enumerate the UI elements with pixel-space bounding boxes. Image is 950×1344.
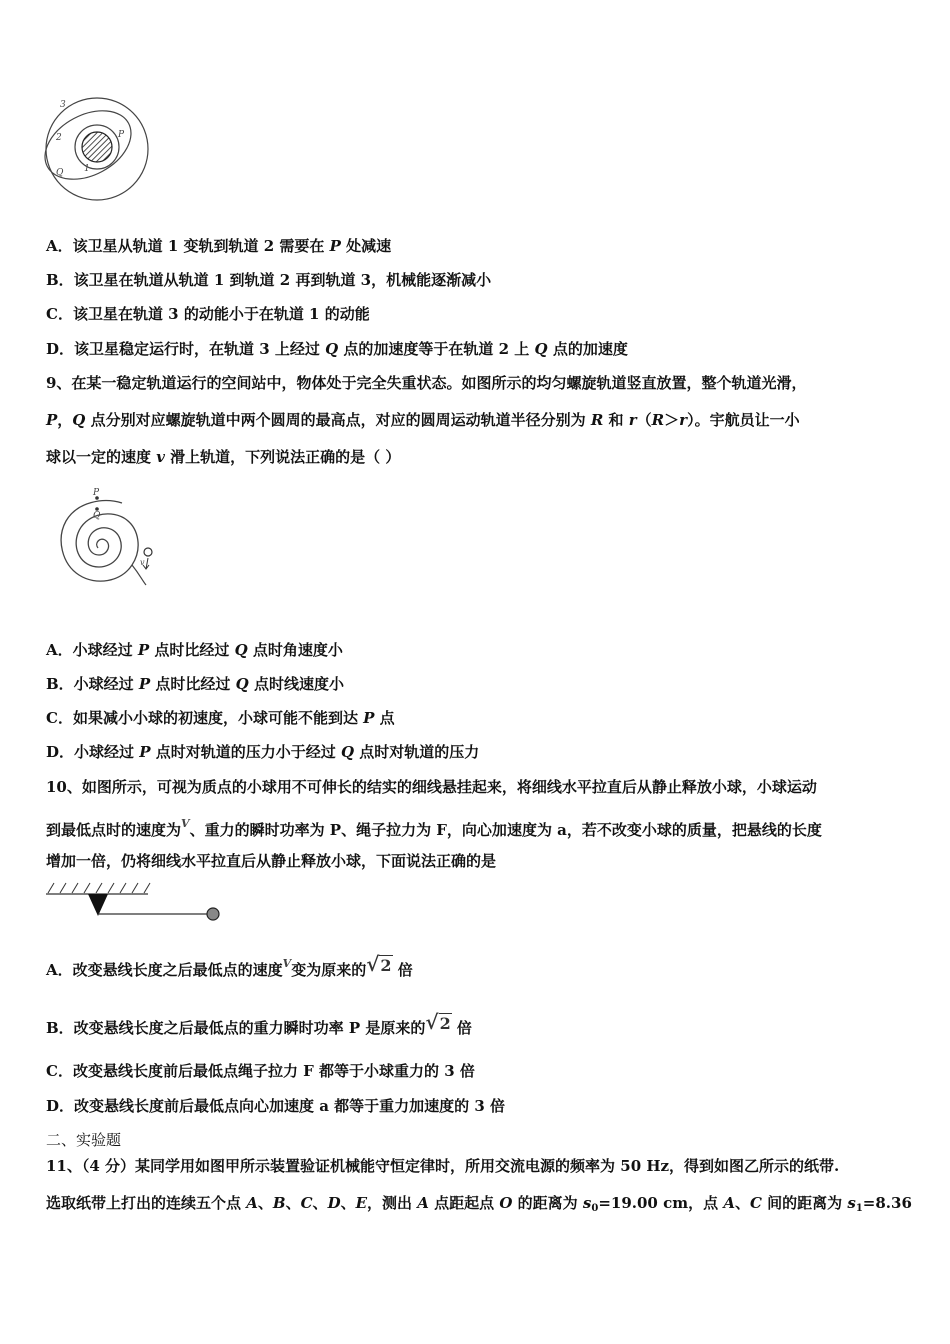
q11-stem-line1: 11、（4 分）某同学用如图甲所示装置验证机械能守恒定律时，所用交流电源的频率为 50 Hz，得到如图乙所示的纸带. xyxy=(46,1157,840,1175)
q8-d-text: D．该卫星稳定运行时，在轨道 3 上经过 xyxy=(46,340,326,358)
sqrt-symbol xyxy=(425,1008,451,1038)
ceiling-hatch xyxy=(48,883,150,893)
q9-b-t1: B．小球经过 xyxy=(46,675,139,693)
q11-var-o: O xyxy=(499,1194,513,1212)
q9-a-q: Q xyxy=(234,641,248,659)
q9-b-q: Q xyxy=(235,675,249,693)
q11-sep: 、 xyxy=(340,1194,356,1212)
q11-var-a3: A xyxy=(723,1194,735,1212)
pendulum-figure xyxy=(44,880,229,925)
q10-a-t2: 变为原来的 xyxy=(291,961,367,979)
q9-var-r2: r xyxy=(679,411,688,429)
q9-option-c xyxy=(46,708,395,728)
q8-a-suffix: 处减速 xyxy=(340,237,392,255)
velocity-label: v xyxy=(140,558,145,567)
q10-a-t1: A．改变悬线长度之后最低点的速度 xyxy=(46,961,283,979)
ball xyxy=(144,548,152,556)
q9-b-t3: 点时线速度小 xyxy=(248,675,344,693)
sqrt-radicand: 2 xyxy=(380,956,392,975)
q9-c-p: P xyxy=(363,709,375,727)
q8-a-var: P xyxy=(329,237,341,255)
q9-l3-t2: 滑上轨道，下列说法正确的是（ ） xyxy=(164,448,401,466)
q10-l2-a: 到最低点时的速度为 xyxy=(46,821,182,839)
q9-d-q: Q xyxy=(340,743,355,761)
q9-option-d xyxy=(46,742,479,762)
q9-d-p: P xyxy=(139,743,151,761)
q10-b-t1: B．改变悬线长度之后最低点的重力瞬时功率 P 是原来的 xyxy=(46,1019,426,1037)
q11-t4: 的距离为 xyxy=(512,1194,583,1212)
q9-b-p: P xyxy=(138,675,151,693)
q11-s0-sub: 0 xyxy=(591,1203,599,1214)
point-label-q: Q xyxy=(93,511,101,521)
q11-var-c: C xyxy=(300,1194,313,1212)
q9-var-v: v xyxy=(156,448,165,466)
q11-sep: 、 xyxy=(312,1194,328,1212)
q8-d-suffix: 点的加速度 xyxy=(547,340,628,358)
q10-stem-line3: 增加一倍，仍将细线水平拉直后从静止释放小球，下面说法正确的是 xyxy=(46,852,497,870)
q9-var-p: P xyxy=(46,411,58,429)
track-entry xyxy=(132,565,146,585)
q11-t1: 选取纸带上打出的连续五个点 xyxy=(46,1194,247,1212)
q9-option-a xyxy=(46,640,343,660)
q11-var-s0: s xyxy=(582,1194,592,1212)
earth xyxy=(82,132,112,162)
orbit-figure xyxy=(38,95,158,205)
q10-option-b xyxy=(46,1008,472,1042)
q8-d-var1: Q xyxy=(325,340,339,358)
q9-c-t2: 点 xyxy=(374,709,395,727)
q9-stem-line2 xyxy=(46,410,800,430)
sqrt-sign: √ xyxy=(366,952,380,976)
sqrt-radicand: 2 xyxy=(439,1014,451,1033)
q9-a-t1: A．小球经过 xyxy=(46,641,138,659)
q9-stem-line1: 9、在某一稳定轨道运行的空间站中，物体处于完全失重状态。如图所示的均匀螺旋轨道竖直放置，整个轨道光滑， xyxy=(46,374,807,392)
q9-b-t2: 点时比经过 xyxy=(150,675,236,693)
q8-option-d xyxy=(46,339,628,359)
orbit-label-3: 3 xyxy=(60,100,66,110)
q10-b-t2: 倍 xyxy=(451,1019,472,1037)
spiral-track-figure xyxy=(50,485,165,610)
q11-var-a2: A xyxy=(417,1194,429,1212)
q9-option-b xyxy=(46,674,344,694)
ball xyxy=(207,908,219,920)
q11-stem-line2 xyxy=(46,1193,912,1219)
q10-a-v: V xyxy=(282,957,292,970)
point-label-p: P xyxy=(93,488,100,498)
q9-t1: 点分别对应螺旋轨道中两个圆周的最高点，对应的圆周运动轨道半径分别为 xyxy=(85,411,591,429)
q8-d-mid: 点的加速度等于在轨道 2 上 xyxy=(338,340,535,358)
q11-sep: 、 xyxy=(285,1194,301,1212)
q9-stem-line3 xyxy=(46,447,400,467)
q8-d-var2: Q xyxy=(534,340,548,358)
q11-t3: 点距起点 xyxy=(428,1194,500,1212)
q11-var-e: E xyxy=(355,1194,368,1212)
orbit-label-2: 2 xyxy=(56,133,62,143)
q10-a-t3: 倍 xyxy=(392,961,413,979)
q8-option-c: C．该卫星在轨道 3 的动能小于在轨道 1 的动能 xyxy=(46,305,370,323)
q11-t6: 间的距离为 xyxy=(761,1194,848,1212)
point-label-p: P xyxy=(118,130,125,140)
q9-a-t3: 点时角速度小 xyxy=(247,641,343,659)
q9-d-t1: D．小球经过 xyxy=(46,743,140,761)
q8-a-text: A．该卫星从轨道 1 变轨到轨道 2 需要在 xyxy=(46,237,330,255)
q10-l2-b: 、重力的瞬时功率为 P、绳子拉力为 F，向心加速度为 a，若不改变小球的质量，把悬线的长度 xyxy=(189,821,822,839)
q11-var-c2: C xyxy=(749,1194,762,1212)
sqrt-sign: √ xyxy=(425,1010,439,1034)
q10-stem-line2 xyxy=(46,814,822,840)
q9-var-q: Q xyxy=(72,411,86,429)
orbit-label-1: 1 xyxy=(84,164,90,174)
q9-a-p: P xyxy=(137,641,150,659)
q9-t2: 和 xyxy=(603,411,629,429)
q11-t2: ，测出 xyxy=(367,1194,418,1212)
q9-sep: ， xyxy=(57,411,73,429)
q9-var-R2: R xyxy=(651,411,665,429)
q11-s1-sub: 1 xyxy=(855,1203,863,1214)
q11-var-d: D xyxy=(327,1194,341,1212)
q11-var-b: B xyxy=(272,1194,286,1212)
sqrt-symbol xyxy=(366,950,392,980)
q11-var-s1: s xyxy=(847,1194,856,1212)
q11-t5: =19.00 cm，点 xyxy=(598,1194,724,1212)
q9-var-R: R xyxy=(590,411,604,429)
q8-option-b: B．该卫星在轨道从轨道 1 到轨道 2 再到轨道 3，机械能逐渐减小 xyxy=(46,271,492,289)
q10-option-a xyxy=(46,950,413,984)
q9-c-t1: C．如果减小小球的初速度，小球可能不能到达 xyxy=(46,709,364,727)
q9-t4: ＞ xyxy=(664,411,680,429)
q9-d-t2: 点时对轨道的压力小于经过 xyxy=(150,743,341,761)
section-heading: 二、实验题 xyxy=(46,1131,122,1149)
q8-option-a xyxy=(46,236,391,256)
q9-a-t2: 点时比经过 xyxy=(149,641,235,659)
pivot xyxy=(88,894,108,916)
q11-var-a: A xyxy=(246,1194,258,1212)
q11-sep: 、 xyxy=(734,1194,750,1212)
q10-option-c: C．改变悬线长度前后最低点绳子拉力 F 都等于小球重力的 3 倍 xyxy=(46,1062,475,1080)
q9-t3: （ xyxy=(636,411,652,429)
q9-t5: ）。宇航员让一小 xyxy=(687,411,800,429)
q10-option-d: D．改变悬线长度前后最低点向心加速度 a 都等于重力加速度的 3 倍 xyxy=(46,1097,506,1115)
q10-var-v: V xyxy=(181,817,190,830)
point-label-q: Q xyxy=(56,168,64,178)
q9-var-r: r xyxy=(628,411,637,429)
q11-t7: =8.36 xyxy=(862,1194,912,1212)
q10-stem-line1: 10、如图所示，可视为质点的小球用不可伸长的结实的细线悬挂起来，将细线水平拉直后从静止释放小球，小球运动 xyxy=(46,778,817,796)
q9-d-t3: 点时对轨道的压力 xyxy=(354,743,480,761)
q11-sep: 、 xyxy=(257,1194,273,1212)
q9-l3-t1: 球以一定的速度 xyxy=(46,448,157,466)
